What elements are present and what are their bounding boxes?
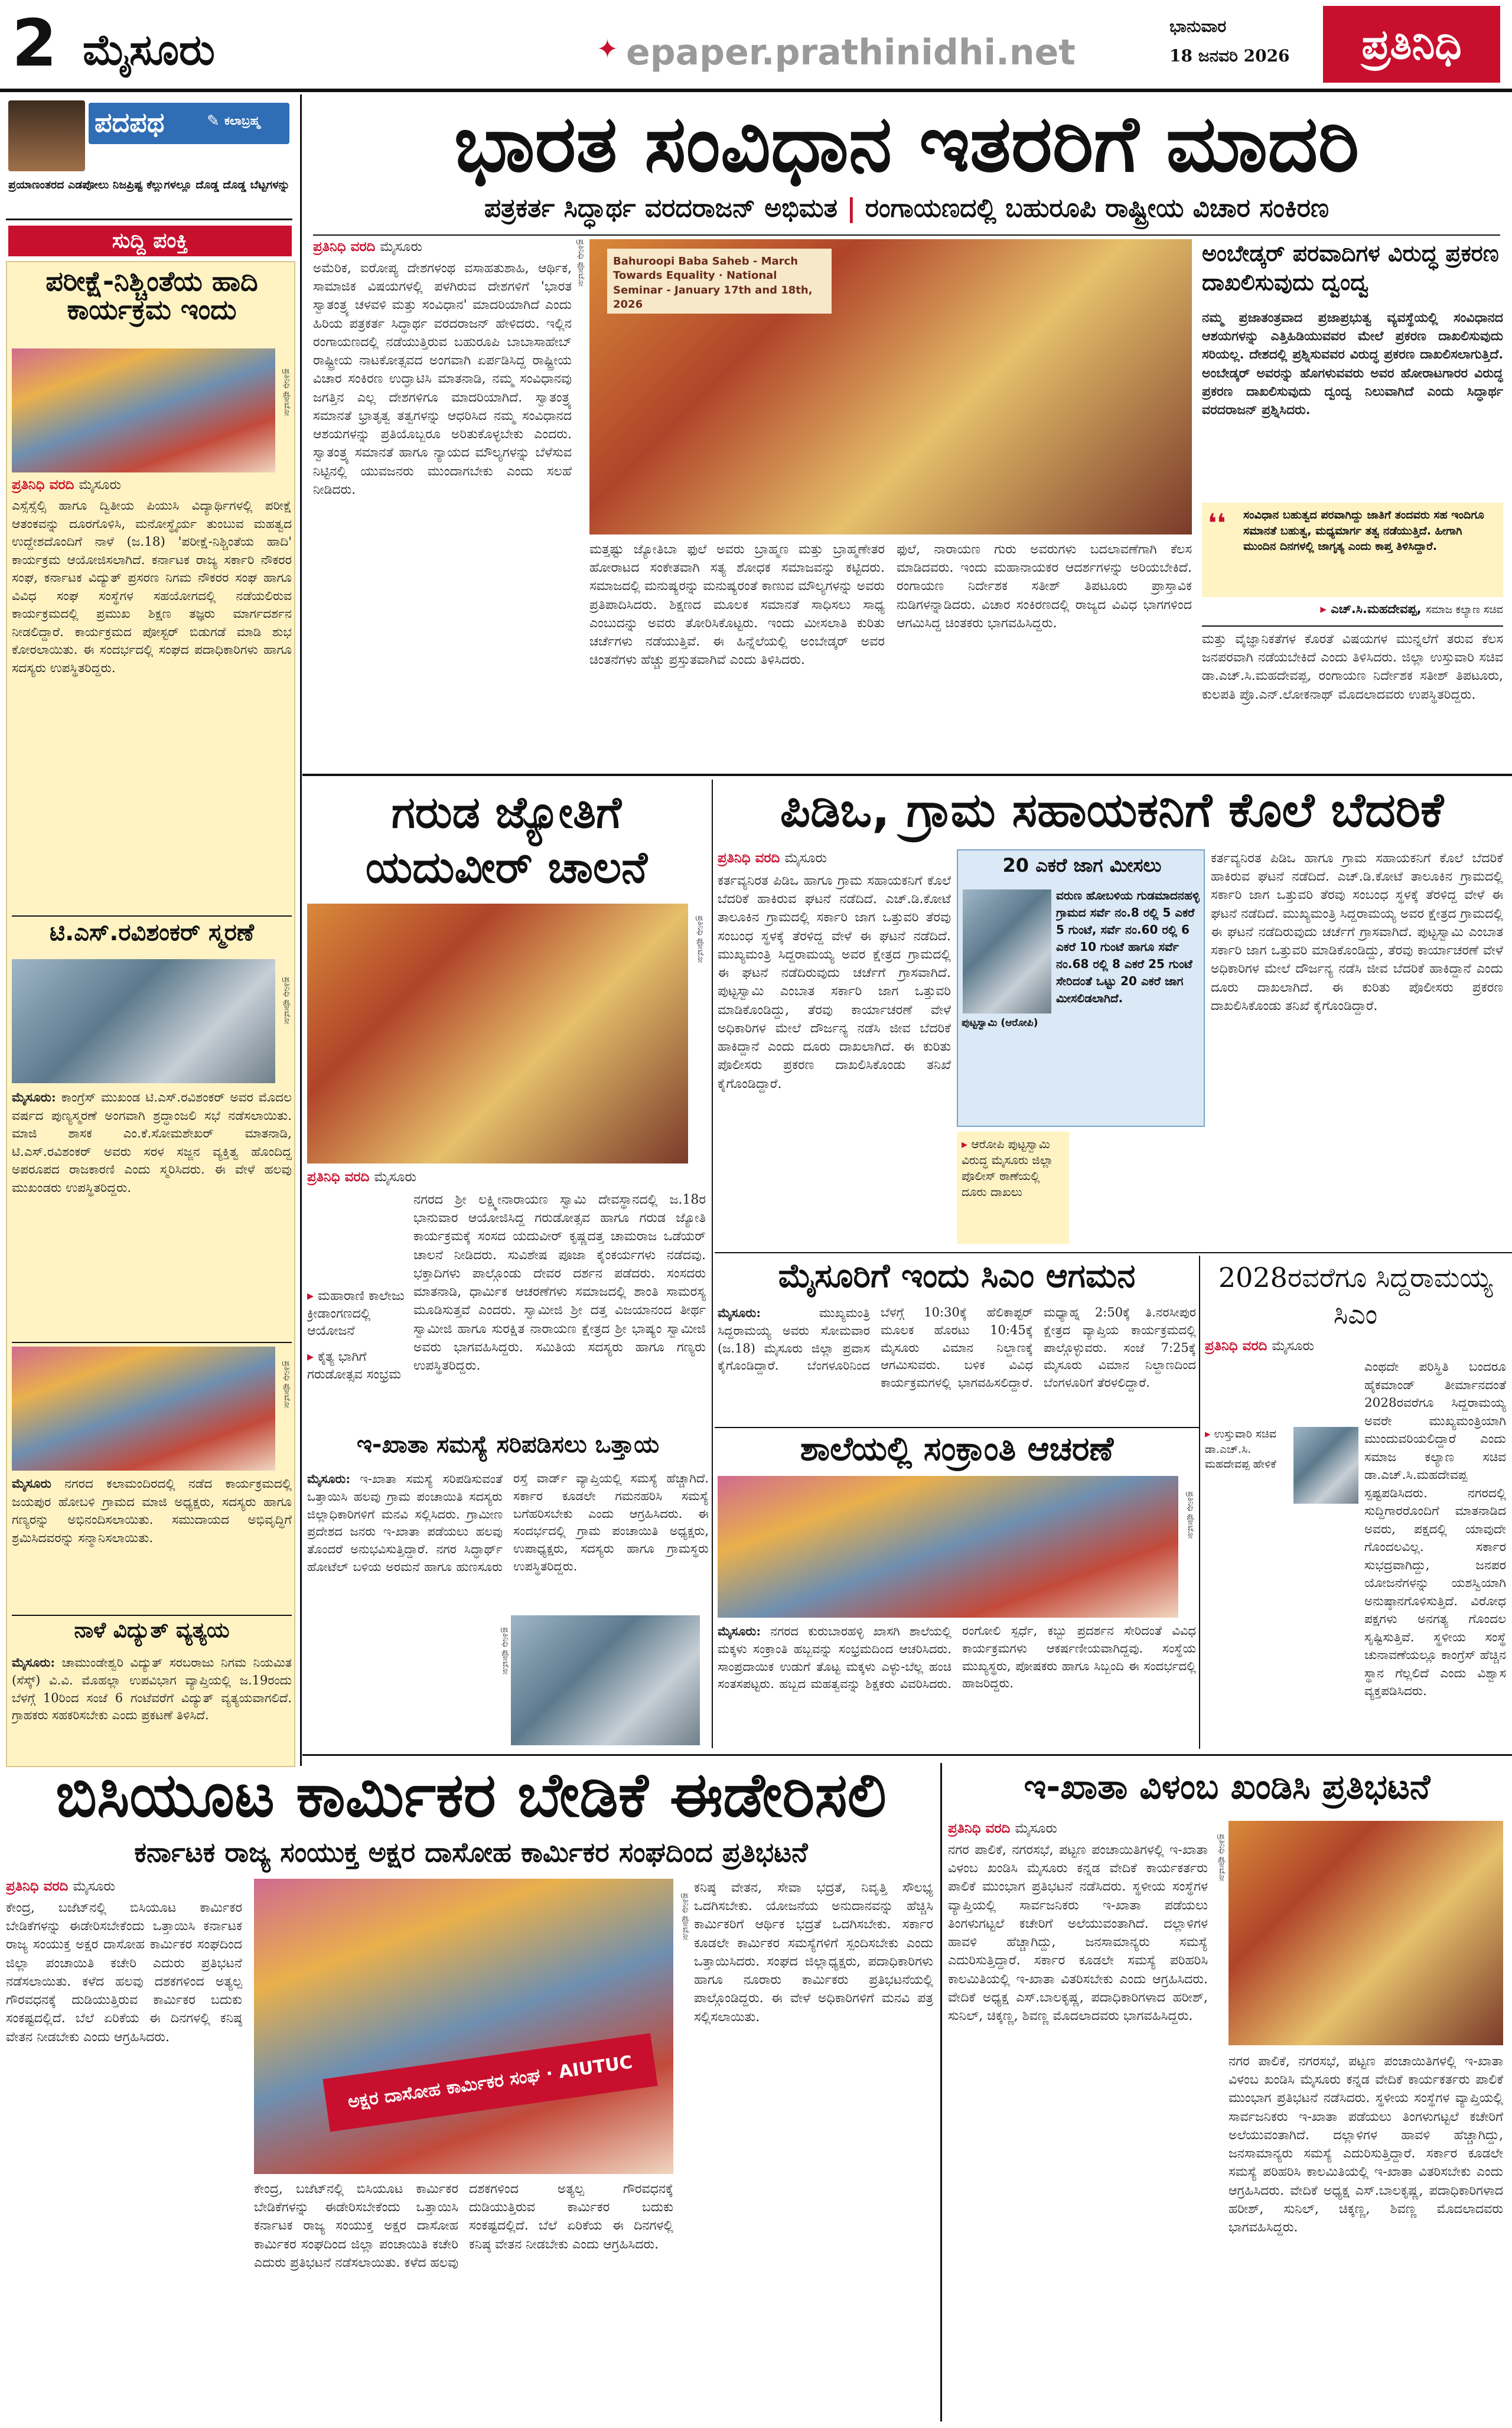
protest-banner: ಅಕ್ಷರ ದಾಸೋಹ ಕಾರ್ಮಿಕರ ಸಂಘ · AIUTUC <box>322 2033 657 2132</box>
brief1-title: ಪರೀಕ್ಷೆ-ನಿಶ್ಚಿಂತೆಯ ಹಾದಿ ಕಾರ್ಯಕ್ರಮ ಇಂದು <box>45 267 258 326</box>
sidebar-attribution: ▸ ಎಚ್.ಸಿ.ಮಹದೇವಪ್ಪ, ಸಮಾಜ ಕಲ್ಯಾಣ ಸಚಿವ <box>1320 602 1503 616</box>
sidebar-quote-box <box>1202 503 1503 597</box>
bisiyuta-story <box>6 1763 936 2424</box>
ekhata-story <box>307 1432 709 1751</box>
brief2-body: ಕಾಂಗ್ರೆಸ್ ಮುಖಂಡ ಟಿ.ಎಸ್.ರವಿಶಂಕರ್ ಅವರ ಮೊದಲ ವರ್ಷದ ಪುಣ್ಯಸ್ಮರಣೆ ಅಂಗವಾಗಿ ಶ್ರದ್ಧಾಂಜಲಿ ಸಭೆ ನಡೆಸಲಾಯಿತು. ಮಾಜಿ ಶಾಸಕ ಎಂ.ಕೆ.ಸೋಮಶೇಖರ್ ಮಾತನಾಡಿ, ಟಿ.ಎಸ್.ರವಿಶಂಕರ್ ಅವರು ಸರಳ ಸಜ್ಜನ ವ್ಯಕ್ತಿತ್ವ ಹೊಂದಿದ್ದ ಅಪರೂಪದ ರಾಜಕಾರಣಿ ಎಂದು ಸ್ಮರಿಸಿದರು. ಈ ವೇಳೆ ಹಲವು ಮುಖಂಡರು ಉಪಸ್ಥಿತರಿದ್ದರು. <box>12 1090 292 1195</box>
byline-place: ಮೈಸೂರು <box>1015 1821 1057 1836</box>
seminar-banner: Bahuroopi Baba Saheb - March Towards Equality · National Seminar - January 17th and 18th, 2026 <box>607 249 832 314</box>
photo-credit: ಪ್ರತಿನಿಧಿ ಫೋಟೋ <box>282 977 292 1025</box>
bisiyuta-text-3: ಕೇಂದ್ರ, ಬಜೆಟ್‌ನಲ್ಲಿ ಬಿಸಿಯೂಟ ಕಾರ್ಮಿಕರ ಬೇಡಿಕೆಗಳನ್ನು ಈಡೇರಿಸಬೇಕೆಂದು ಒತ್ತಾಯಿಸಿ ಕರ್ನಾಟಕ ರಾಜ್ಯ ಸಂಯುಕ್ತ ಅಕ್ಷರ ದಾಸೋಹ ಕಾರ್ಮಿಕರ ಸಂಘದಿಂದ ಜಿಲ್ಲಾ ಪಂಚಾಯಿತಿ ಕಚೇರಿ ಎದುರು ಪ್ರತಿಭಟನೆ ನಡೆಸಲಾಯಿತು. ಕಳೆದ ಹಲವು ದಶಕಗಳಿಂದ ಅತ್ಯಲ್ಪ ಗೌರವಧನಕ್ಕೆ ದುಡಿಯುತ್ತಿರುವ ಕಾರ್ಮಿಕರ ಬದುಕು ಸಂಕಷ್ಟದಲ್ಲಿದೆ. ಬೆಲೆ ಏರಿಕೆಯ ಈ ದಿನಗಳಲ್ಲಿ ಕನಿಷ್ಠ ವೇತನ ನೀಡಬೇಕು ಎಂದು ಆಗ್ರಹಿಸಿದರು. <box>254 2182 673 2270</box>
divider <box>1202 625 1503 627</box>
photo-credit: ಪ್ರತಿನಿಧಿ ಫೋಟೋ <box>576 239 586 287</box>
lead-deck-left: ಪತ್ರಕರ್ತ ಸಿದ್ಧಾರ್ಥ ವರದರಾಜನ್ ಅಭಿಮತ <box>484 193 838 223</box>
byline-name: ಪ್ರತಿನಿಧಿ ವರದಿ <box>6 1879 69 1894</box>
lead-deck <box>313 193 1500 232</box>
drop-icon: ❛❛ <box>1208 509 1226 538</box>
ekhata-protest-byline <box>948 1821 1208 1840</box>
column-author: ಕಲಾಬ್ರಹ್ಮ <box>224 113 260 128</box>
sankranti-headline: ಶಾಲೆಯಲ್ಲಿ ಸಂಕ್ರಾಂತಿ ಆಚರಣೆ <box>800 1432 1114 1468</box>
photo-credit: ಪ್ರತಿನಿಧಿ ಫೋಟೋ <box>282 369 292 416</box>
column-title-bar <box>89 103 289 144</box>
sidebar-text: ನಮ್ಮ ಪ್ರಜಾತಂತ್ರವಾದ ಪ್ರಜಾಪ್ರಭುತ್ವ ವ್ಯವಸ್ಥೆಯಲ್ಲಿ ಸಂವಿಧಾನದ ಆಶಯಗಳನ್ನು ಎತ್ತಿಹಿಡಿಯುವವರ ಮೇಲೆ ಪ್ರಕರಣ ದಾಖಲಿಸುವುದು ಸರಿಯಲ್ಲ. ದೇಶದಲ್ಲಿ ಪ್ರಶ್ನಿಸುವವರ ವಿರುದ್ಧ ಪ್ರಕರಣ ದಾಖಲಿಸಲಾಗುತ್ತಿದೆ. ಅಂಬೇಡ್ಕರ್ ಅವರನ್ನು ಹೊಗಳುವವರು ಅವರ ಹೋರಾಟಗಾರರ ವಿರುದ್ಧ ಪ್ರಕರಣ ದಾಖಲಿಸುವುದು ದ್ವಂದ್ವ ನಿಲುವಾಗಿದೆ ಎಂದು ಸಿದ್ಧಾರ್ಥ ವರದರಾಜನ್ ಪ್ರಶ್ನಿಸಿದರು. <box>1202 310 1503 418</box>
accused-photo <box>963 889 1051 1013</box>
section-divider <box>302 1754 1512 1756</box>
ekhata-text <box>307 1470 709 1748</box>
photo-credit: ಪ್ರತಿನಿಧಿ ಫೋಟೋ <box>696 915 705 963</box>
cm-visit-body: ಮುಖ್ಯಮಂತ್ರಿ ಸಿದ್ದರಾಮಯ್ಯ ಅವರು ಸೋಮವಾರ (ಜ.18) ಮೈಸೂರು ಜಿಲ್ಲಾ ಪ್ರವಾಸ ಕೈಗೊಂಡಿದ್ದಾರೆ. ಬೆಂಗಳೂರಿನಿಂದ ಬೆಳಗ್ಗೆ 10:30ಕ್ಕೆ ಹೆಲಿಕಾಪ್ಟರ್ ಮೂಲಕ ಹೊರಟು 10:45ಕ್ಕೆ ಮೈಸೂರು ವಿಮಾನ ನಿಲ್ದಾಣಕ್ಕೆ ಆಗಮಿಸುವರು. ಬಳಿಕ ವಿವಿಧ ಕಾರ್ಯಕ್ರಮಗಳಲ್ಲಿ ಭಾಗವಹಿಸಲಿದ್ದಾರೆ. ಮಧ್ಯಾಹ್ನ 2:50ಕ್ಕೆ ತಿ.ನರಸೀಪುರ ಕ್ಷೇತ್ರದ ವ್ಯಾಪ್ತಿಯ ಕಾರ್ಯಕ್ರಮದಲ್ಲಿ ಪಾಲ್ಗೊಳ್ಳುವರು. ಸಂಜೆ 7:25ಕ್ಕೆ ಮೈಸೂರು ವಿಮಾನ ನಿಲ್ದಾಣದಿಂದ ಬೆಂಗಳೂರಿಗೆ ತೆರಳಲಿದ್ದಾರೆ. <box>718 1305 1196 1390</box>
section-divider <box>715 1252 1512 1253</box>
brief4-text <box>12 1654 292 1765</box>
cm2028-headline: 2028ರವರೆಗೂ ಸಿದ್ದರಾಮಯ್ಯ ಸಿಎಂ <box>1218 1262 1493 1331</box>
bisiyuta-byline <box>6 1879 242 1898</box>
divider <box>12 1342 292 1343</box>
byline-place: ಮೈಸೂರು <box>374 1169 416 1185</box>
arrow-icon: ▸ <box>1205 1428 1214 1440</box>
left-column <box>0 94 298 1772</box>
bullet-item <box>962 1136 1064 1200</box>
sankranti-text <box>718 1622 1196 1749</box>
pull-label: ಉಸ್ತುವಾರಿ ಸಚಿವ ಡಾ.ಎಚ್.ಸಿ. ಮಹದೇವಪ್ಪ ಹೇಳಿಕೆ <box>1205 1428 1276 1471</box>
brief2-title: ಟಿ.ಎಸ್.ರವಿಶಂಕರ್ ಸ್ಮರಣೆ <box>50 920 254 946</box>
divider <box>313 234 1500 236</box>
arrow-icon: ▸ <box>1320 602 1327 616</box>
byline-name: ಪ್ರತಿನಿಧಿ ವರದಿ <box>718 850 780 866</box>
byline-place: ಮೈಸೂರು <box>784 850 827 866</box>
column-divider <box>1199 1256 1200 1749</box>
columnist-photo <box>8 100 85 171</box>
pdo-bullets <box>957 1132 1069 1244</box>
column-divider <box>300 94 302 1766</box>
brief1-byline <box>12 477 292 496</box>
byline-name: ಪ್ರತಿನಿಧಿ ವರದಿ <box>948 1821 1011 1836</box>
sidebar-tail: ಮತ್ತು ವೈಜ್ಞಾನಿಕತೆಗಳ ಕೊರತೆ ವಿಷಯಗಳ ಮುನ್ನಲೆಗೆ ತರುವ ಕೆಲಸ ಜನಪರವಾಗಿ ನಡೆಯಬೇಕಿದೆ ಎಂದು ತಿಳಿಸಿದರು. ಜಿಲ್ಲಾ ಉಸ್ತುವಾರಿ ಸಚಿವ ಡಾ.ಎಚ್.ಸಿ.ಮಹದೇವಪ್ಪ, ರಂಗಾಯಣ ನಿರ್ದೇಶಕ ಸತೀಶ್ ತಿಪಟೂರು, ಕುಲಪತಿ ಪ್ರೊ.ಎನ್.ಲೋಕನಾಥ್ ಮೊದಲಾದವರು ಉಪಸ್ಥಿತರಿದ್ದರು. <box>1202 632 1503 702</box>
ekhata-protest-text-cont: ನಗರ ಪಾಲಿಕೆ, ನಗರಸಭೆ, ಪಟ್ಟಣ ಪಂಚಾಯಿತಿಗಳಲ್ಲಿ ಇ-ಖಾತಾ ವಿಳಂಬ ಖಂಡಿಸಿ ಮೈಸೂರು ಕನ್ನಡ ವೇದಿಕೆ ಕಾರ್ಯಕರ್ತರು ಪಾಲಿಕೆ ಮುಂಭಾಗ ಪ್ರತಿಭಟನೆ ನಡೆಸಿದರು. ಸ್ಥಳೀಯ ಸಂಸ್ಥೆಗಳ ವ್ಯಾಪ್ತಿಯಲ್ಲಿ ಸಾರ್ವಜನಿಕರು ಇ-ಖಾತಾ ಪಡೆಯಲು ತಿಂಗಳುಗಟ್ಟಲೆ ಕಚೇರಿಗೆ ಅಲೆಯುವಂತಾಗಿದೆ. ದಲ್ಲಾಳಿಗಳ ಹಾವಳಿ ಹೆಚ್ಚಾಗಿದ್ದು, ಜನಸಾಮಾನ್ಯರು ಸಮಸ್ಯೆ ಎದುರಿಸುತ್ತಿದ್ದಾರೆ. ಸರ್ಕಾರ ಕೂಡಲೇ ಸಮಸ್ಯೆ ಪರಿಹರಿಸಿ ಕಾಲಮಿತಿಯಲ್ಲಿ ಇ-ಖಾತಾ ವಿತರಿಸಬೇಕು ಎಂದು ಆಗ್ರಹಿಸಿದರು. ವೇದಿಕೆ ಅಧ್ಯಕ್ಷ ಎಸ್.ಬಾಲಕೃಷ್ಣ, ಪದಾಧಿಕಾರಿಗಳಾದ ಹರೀಶ್, ಸುನಿಲ್, ಚಿಕ್ಕಣ್ಣ, ಶಿವಣ್ಣ ಮೊದಲಾದವರು ಭಾಗವಹಿಸಿದ್ದರು. <box>1228 2054 1503 2235</box>
ekhata-body: ಇ-ಖಾತಾ ಸಮಸ್ಯೆ ಸರಿಪಡಿಸುವಂತೆ ಒತ್ತಾಯಿಸಿ ಹಲವು ಗ್ರಾಮ ಪಂಚಾಯಿತಿ ಸದಸ್ಯರು ಜಿಲ್ಲಾಧಿಕಾರಿಗಳಿಗೆ ಮನವಿ ಸಲ್ಲಿಸಿದರು. ಗ್ರಾಮೀಣ ಪ್ರದೇಶದ ಜನರು ಇ-ಖಾತಾ ಪಡೆಯಲು ಹಲವು ತೊಂದರೆ ಅನುಭವಿಸುತ್ತಿದ್ದಾರೆ. ನಗರ ಸಿದ್ಧಾರ್ಥ್ ಹೋಟೆಲ್ ಬಳಿಯ ಅರಮನೆ ಹಾಗೂ ಹುಣಸೂರು ರಸ್ತೆ ವಾರ್ಡ್ ವ್ಯಾಪ್ತಿಯಲ್ಲಿ ಸಮಸ್ಯೆ ಹೆಚ್ಚಾಗಿದೆ. ಸರ್ಕಾರ ಕೂಡಲೇ ಗಮನಹರಿಸಿ ಸಮಸ್ಯೆ ಬಗೆಹರಿಸಬೇಕು ಎಂದು ಆಗ್ರಹಿಸಿದರು. ಈ ಸಂದರ್ಭದಲ್ಲಿ ಗ್ರಾಮ ಪಂಚಾಯಿತಿ ಅಧ್ಯಕ್ಷರು, ಉಪಾಧ್ಯಕ್ಷರು, ಸದಸ್ಯರು ಹಾಗೂ ಗ್ರಾಮಸ್ಥರು ಉಪಸ್ಥಿತರಿದ್ದರು. <box>307 1471 709 1575</box>
attribution-name: ಎಚ್.ಸಿ.ಮಹದೇವಪ್ಪ <box>1331 602 1417 616</box>
ekhata-protest-text: ನಗರ ಪಾಲಿಕೆ, ನಗರಸಭೆ, ಪಟ್ಟಣ ಪಂಚಾಯಿತಿಗಳಲ್ಲಿ ಇ-ಖಾತಾ ವಿಳಂಬ ಖಂಡಿಸಿ ಮೈಸೂರು ಕನ್ನಡ ವೇದಿಕೆ ಕಾರ್ಯಕರ್ತರು ಪಾಲಿಕೆ ಮುಂಭಾಗ ಪ್ರತಿಭಟನೆ ನಡೆಸಿದರು. ಸ್ಥಳೀಯ ಸಂಸ್ಥೆಗಳ ವ್ಯಾಪ್ತಿಯಲ್ಲಿ ಸಾರ್ವಜನಿಕರು ಇ-ಖಾತಾ ಪಡೆಯಲು ತಿಂಗಳುಗಟ್ಟಲೆ ಕಚೇರಿಗೆ ಅಲೆಯುವಂತಾಗಿದೆ. ದಲ್ಲಾಳಿಗಳ ಹಾವಳಿ ಹೆಚ್ಚಾಗಿದ್ದು, ಜನಸಾಮಾನ್ಯರು ಸಮಸ್ಯೆ ಎದುರಿಸುತ್ತಿದ್ದಾರೆ. ಸರ್ಕಾರ ಕೂಡಲೇ ಸಮಸ್ಯೆ ಪರಿಹರಿಸಿ ಕಾಲಮಿತಿಯಲ್ಲಿ ಇ-ಖಾತಾ ವಿತರಿಸಬೇಕು ಎಂದು ಆಗ್ರಹಿಸಿದರು. ವೇದಿಕೆ ಅಧ್ಯಕ್ಷ ಎಸ್.ಬಾಲಕೃಷ್ಣ, ಪದಾಧಿಕಾರಿಗಳಾದ ಹರೀಶ್, ಸುನಿಲ್, ಚಿಕ್ಕಣ್ಣ, ಶಿವಣ್ಣ ಮೊದಲಾದವರು ಭಾಗವಹಿಸಿದ್ದರು. <box>948 1843 1208 2024</box>
brief3-photo <box>12 1347 275 1471</box>
bullet-text: ಆರೋಪಿ ಪುಟ್ಟಸ್ವಾಮಿ ವಿರುದ್ಧ ಮೈಸೂರು ಜಿಲ್ಲಾ ಪೊಲೀಸ್ ಠಾಣೆಯಲ್ಲಿ ದೂರು ದಾಖಲು <box>962 1137 1054 1199</box>
photo-credit: ಪ್ರತಿನಿಧಿ ಫೋಟೋ <box>1217 1834 1227 1882</box>
cm-visit-place: ಮೈಸೂರು: <box>718 1305 761 1320</box>
divider <box>6 219 292 220</box>
garuda-headline: ಗರುಡ ಜ್ಯೋತಿಗೆ ಯದುವೀರ್ ಚಾಲನೆ <box>365 787 648 893</box>
ekhata-protest-story <box>948 1763 1506 2424</box>
photo-credit: ಪ್ರತಿನಿಧಿ ಫೋಟೋ <box>282 1361 292 1409</box>
column-quote: ಪ್ರಯಾಣಂತರದ ಎಡಪೋಲು ನಿಜಪ್ರಿಷ್ಟ ಕೆಲ್ಲುಗಳಲ್ಲೂ ದೊಡ್ಡ ದೊಡ್ಡ ಬೆಟ್ಟಗಳನ್ನು <box>8 178 290 191</box>
ekhata-protest-headline: ಇ-ಖಾತಾ ವಿಳಂಬ ಖಂಡಿಸಿ ಪ್ರತಿಭಟನೆ <box>1024 1769 1430 1807</box>
masthead <box>0 0 1512 94</box>
sankranti-body: ನಗರದ ಕುರುಬಾರಹಳ್ಳಿ ಖಾಸಗಿ ಶಾಲೆಯಲ್ಲಿ ಮಕ್ಕಳು ಸಂಕ್ರಾಂತಿ ಹಬ್ಬವನ್ನು ಸಂಭ್ರಮದಿಂದ ಆಚರಿಸಿದರು. ಸಾಂಪ್ರದಾಯಿಕ ಉಡುಗೆ ತೊಟ್ಟ ಮಕ್ಕಳು ಎಳ್ಳು-ಬೆಲ್ಲ ಹಂಚಿ ಸಂತಸಪಟ್ಟರು. ಹಬ್ಬದ ಮಹತ್ವವನ್ನು ಶಿಕ್ಷಕರು ವಿವರಿಸಿದರು. ರಂಗೋಲಿ ಸ್ಪರ್ಧೆ, ಕಬ್ಬು ಪ್ರದರ್ಶನ ಸೇರಿದಂತೆ ವಿವಿಧ ಕಾರ್ಯಕ್ರಮಗಳು ಆಕರ್ಷಣೀಯವಾಗಿದ್ದವು. ಸಂಸ್ಥೆಯ ಮುಖ್ಯಸ್ಥರು, ಪೋಷಕರು ಹಾಗೂ ಸಿಬ್ಬಂದಿ ಈ ಸಂದರ್ಭದಲ್ಲಿ ಹಾಜರಿದ್ದರು. <box>718 1624 1196 1692</box>
brief3-text <box>12 1475 292 1611</box>
divider <box>12 1615 292 1616</box>
brief4-title: ನಾಳೆ ವಿದ್ಯುತ್ ವ್ಯತ್ಯಯ <box>74 1619 230 1642</box>
sankranti-photo <box>718 1476 1178 1618</box>
garuda-text: ನಗರದ ಶ್ರೀ ಲಕ್ಷ್ಮೀನಾರಾಯಣ ಸ್ವಾಮಿ ದೇವಸ್ಥಾನದಲ್ಲಿ ಜ.18ರ ಭಾನುವಾರ ಆಯೋಜಿಸಿದ್ದ ಗರುಡೋತ್ಸವ ಹಾಗೂ ಗರುಡ ಜ್ಯೋತಿ ಕಾರ್ಯಕ್ರಮಕ್ಕೆ ಸಂಸದ ಯದುವೀರ್ ಕೃಷ್ಣದತ್ತ ಚಾಮರಾಜ ಒಡೆಯರ್ ಚಾಲನೆ ನೀಡಿದರು. ಸುವಿಶೇಷ ಪೂಜಾ ಕೈಂಕರ್ಯಗಳು ನಡೆದವು. ಭಕ್ತಾದಿಗಳು ಪಾಲ್ಗೊಂಡು ದೇವರ ದರ್ಶನ ಪಡೆದರು. ಸಂಸದರು ಮಾತನಾಡಿ, ಧಾರ್ಮಿಕ ಆಚರಣೆಗಳು ಸಮಾಜದಲ್ಲಿ ಶಾಂತಿ ಸಾಮರಸ್ಯ ಮೂಡಿಸುತ್ತವೆ ಎಂದರು. ಸ್ವಾಮೀಜಿ ಶ್ರೀ ದತ್ತ ವಿಜಯಾನಂದ ತೀರ್ಥ ಸ್ವಾಮೀಜಿ ಹಾಗೂ ಸುರಕ್ಷಿತ ನಾರಾಯಣ ಕ್ಷೇತ್ರದ ಶ್ರೀ ಭಾಷ್ಯಂ ಸ್ವಾಮೀಜಿ ಅವರು ಭಾಗವಹಿಸಿದ್ದರು. ಸಮಿತಿಯ ಸದಸ್ಯರು ಹಾಗೂ ಗಣ್ಯರು ಉಪಸ್ಥಿತರಿದ್ದರು. <box>413 1192 706 1374</box>
issue-date: 18 ಜನವರಿ 2026 <box>1169 46 1290 66</box>
column-title: ಪದಪಥ <box>94 106 165 138</box>
photo-credit: ಪ್ರತಿನಿಧಿ ಫೋಟೋ <box>681 1893 690 1941</box>
brief4-place: ಮೈಸೂರು: <box>12 1655 56 1670</box>
sankranti-story <box>718 1432 1196 1751</box>
lead-byline <box>313 239 567 258</box>
ekhata-place: ಮೈಸೂರು: <box>307 1471 351 1486</box>
brief1-text: ಎಸ್ಸೆಸ್ಸೆಲ್ಸಿ ಹಾಗೂ ದ್ವಿತೀಯ ಪಿಯುಸಿ ವಿದ್ಯಾರ್ಥಿಗಳಲ್ಲಿ ಪರೀಕ್ಷೆ ಆತಂಕವನ್ನು ದೂರಗೊಳಿಸಿ, ಮನೋಸ್ಥೈರ್ಯ ತುಂಬುವ ಮಹತ್ವದ ಉದ್ದೇಶದೊಂದಿಗೆ ನಾಳೆ (ಜ.18) 'ಪರೀಕ್ಷೆ-ನಿಶ್ಚಿಂತೆಯ ಹಾದಿ' ಕಾರ್ಯಕ್ರಮ ಆಯೋಜಿಸಲಾಗಿದೆ. ಕರ್ನಾಟಕ ರಾಜ್ಯ ಸರ್ಕಾರಿ ನೌಕರರ ಸಂಘ, ಕರ್ನಾಟಕ ವಿದ್ಯುತ್ ಪ್ರಸರಣ ನಿಗಮ ನೌಕರರ ಸಂಘ ಹಾಗೂ ವಿವಿಧ ಸಂಘ ಸಂಸ್ಥೆಗಳ ಸಹಯೋಗದಲ್ಲಿ ನಡೆಯಲಿರುವ ಕಾರ್ಯಕ್ರಮದಲ್ಲಿ ಪ್ರಮುಖ ಶಿಕ್ಷಣ ತಜ್ಞರು ಮಾರ್ಗದರ್ಶನ ನೀಡಲಿದ್ದಾರೆ. ಕಾರ್ಯಕ್ರಮದ ಪೋಸ್ಟರ್ ಬಿಡುಗಡೆ ಮಾಡಿ ಶುಭ ಕೋರಲಾಯಿತು. ಈ ಸಂದರ್ಭದಲ್ಲಿ ಸಂಘದ ಪದಾಧಿಕಾರಿಗಳು ಹಾಗೂ ಸದಸ್ಯರು ಉಪಸ್ಥಿತರಿದ್ದರು. <box>12 498 292 676</box>
cm-visit-story <box>718 1256 1196 1424</box>
bisiyuta-deck: ಕರ್ನಾಟಕ ರಾಜ್ಯ ಸಂಯುಕ್ತ ಅಕ್ಷರ ದಾಸೋಹ ಕಾರ್ಮಿಕರ ಸಂಘದಿಂದ ಪ್ರತಿಭಟನೆ <box>134 1836 808 1868</box>
pdo-text: ಕರ್ತವ್ಯನಿರತ ಪಿಡಿಒ ಹಾಗೂ ಗ್ರಾಮ ಸಹಾಯಕನಿಗೆ ಕೊಲೆ ಬೆದರಿಕೆ ಹಾಕಿರುವ ಘಟನೆ ನಡೆದಿದೆ. ಎಚ್.ಡಿ.ಕೋಟೆ ತಾಲೂಕಿನ ಗ್ರಾಮದಲ್ಲಿ ಸರ್ಕಾರಿ ಜಾಗ ಒತ್ತುವರಿ ತೆರವು ಸಂಬಂಧ ಸ್ಥಳಕ್ಕೆ ತೆರಳಿದ್ದ ವೇಳೆ ಈ ಘಟನೆ ನಡೆದಿದೆ. ಮುಖ್ಯಮಂತ್ರಿ ಸಿದ್ದರಾಮಯ್ಯ ಅವರ ಕ್ಷೇತ್ರದ ಗ್ರಾಮದಲ್ಲಿ ಈ ಘಟನೆ ನಡೆದಿರುವುದು ಚರ್ಚೆಗೆ ಗ್ರಾಸವಾಗಿದೆ. ಪುಟ್ಟಸ್ವಾಮಿ ಎಂಬಾತ ಸರ್ಕಾರಿ ಜಾಗ ಒತ್ತುವರಿ ಮಾಡಿಕೊಂಡಿದ್ದು, ತೆರವು ಕಾರ್ಯಾಚರಣೆ ವೇಳೆ ಅಧಿಕಾರಿಗಳ ಮೇಲೆ ದೌರ್ಜನ್ಯ ನಡೆಸಿ ಜೀವ ಬೆದರಿಕೆ ಹಾಕಿದ್ದಾನೆ ಎಂದು ದೂರು ದಾಖಲಾಗಿದೆ. ಈ ಕುರಿತು ಪೊಲೀಸರು ಪ್ರಕರಣ ದಾಖಲಿಸಿಕೊಂಡು ತನಿಖೆ ಕೈಗೊಂಡಿದ್ದಾರೆ. <box>718 874 951 1091</box>
bullet-icon: ▸ <box>307 1289 318 1303</box>
byline-name: ಪ್ರತಿನಿಧಿ ವರದಿ <box>12 477 74 493</box>
cm-visit-headline: ಮೈಸೂರಿಗೆ ಇಂದು ಸಿಎಂ ಆಗಮನ <box>778 1259 1136 1295</box>
lead-story <box>307 97 1506 771</box>
pdo-box <box>957 849 1205 1127</box>
lead-photo <box>589 239 1192 535</box>
lead-deck-right: ರಂಗಾಯಣದಲ್ಲಿ ಬಹುರೂಪಿ ರಾಷ್ಟ್ರೀಯ ವಿಚಾರ ಸಂಕಿರಣ <box>865 193 1329 223</box>
brief2-place: ಮೈಸೂರು: <box>12 1090 56 1105</box>
cm-visit-text <box>718 1304 1196 1422</box>
attribution-role: ಸಮಾಜ ಕಲ್ಯಾಣ ಸಚಿವ <box>1425 604 1503 616</box>
byline-place: ಮೈಸೂರು <box>73 1879 115 1894</box>
brief1-photo <box>12 348 275 472</box>
star-icon: ✦ <box>597 34 618 64</box>
sidebar-quote: ಸಂವಿಧಾನ ಬಹುತ್ವದ ಪರವಾಗಿದ್ದು ಜಾತಿಗೆ ತಂದವರು ಸಹ ಇಂದಿಗೂ ಸಮಾನತೆ ಬಹುತ್ವ, ಮಧ್ಯಮಾರ್ಗ ತತ್ವ ನಡೆಯುತ್ತಿದೆ. ಹೀಗಾಗಿ ಮುಂದಿನ ದಿನಗಳಲ್ಲಿ ಜಾಗೃತ್ಯ ಎಂದು ಕಾಪ್ತ ತಿಳಿಸಿದ್ದಾರೆ. <box>1243 509 1484 553</box>
site-url[interactable]: epaper.prathinidhi.net <box>626 32 1076 73</box>
pdo-byline <box>718 850 954 869</box>
column-divider <box>940 1763 942 2422</box>
lead-text-1: ಅಮೆರಿಕ, ಐರೋಪ್ಯ ದೇಶಗಳಂಥ ವಸಾಹತುಶಾಹಿ, ಆರ್ಥಿಕ, ಸಾಮಾಜಿಕ ವಿಷಯಗಳಲ್ಲಿ ಪಳಗಿರುವ ದೇಶಗಳಿಗೆ 'ಭಾರತ ಸ್ವಾತಂತ್ರ್ಯ ಚಳವಳಿ ಮತ್ತು ಸಂವಿಧಾನ' ಮಾದರಿಯಾಗಿದೆ ಎಂದು ಹಿರಿಯ ಪತ್ರಕರ್ತ ಸಿದ್ಧಾರ್ಥ ವರದರಾಜನ್ ಹೇಳಿದರು. ಇಲ್ಲಿನ ರಂಗಾಯಣದಲ್ಲಿ ನಡೆಯುತ್ತಿರುವ ಬಹುರೂಪಿ ಬಾಬಾಸಾಹೇಬ್ ರಾಷ್ಟ್ರೀಯ ನಾಟಕೋತ್ಸವದ ಅಂಗವಾಗಿ ಏರ್ಪಡಿಸಿದ್ದ ರಾಷ್ಟ್ರೀಯ ವಿಚಾರ ಸಂಕಿರಣ ಉದ್ಘಾಟಿಸಿ ಮಾತನಾಡಿ, ನಮ್ಮ ಸಂವಿಧಾನವು ಜಗತ್ತಿನ ಎಲ್ಲ ದೇಶಗಳಿಗೂ ಮಾದರಿಯಾಗಿದೆ. ಸ್ವಾತಂತ್ರ್ಯ ಸಮಾನತೆ ಭ್ರಾತೃತ್ವ ತತ್ವಗಳನ್ನು ಆಧರಿಸಿದ ನಮ್ಮ ಸಂವಿಧಾನದ ಆಶಯಗಳನ್ನು ಪ್ರತಿಯೊಬ್ಬರೂ ಅರಿತುಕೊಳ್ಳಬೇಕು ಎಂದರು. ಸ್ವಾತಂತ್ರ್ಯ ಸಮಾನತೆ ಹಾಗೂ ನ್ಯಾಯದ ಮೌಲ್ಯಗಳನ್ನು ಬೆಳೆಸುವ ನಿಟ್ಟಿನಲ್ಲಿ ಯುವಜನರು ಮುಂದಾಗಬೇಕು ಎಂದು ಸಲಹೆ ನೀಡಿದರು. <box>313 261 572 497</box>
cm2028-text: ಎಂಥದೇ ಪರಿಸ್ಥಿತಿ ಬಂದರೂ ಹೈಕಮಾಂಡ್ ತೀರ್ಮಾನದಂತೆ 2028ರವರೆಗೂ ಸಿದ್ದರಾಮಯ್ಯ ಅವರೇ ಮುಖ್ಯಮಂತ್ರಿಯಾಗಿ ಮುಂದುವರಿಯಲಿದ್ದಾರೆ ಎಂದು ಸಮಾಜ ಕಲ್ಯಾಣ ಸಚಿವ ಡಾ.ಎಚ್.ಸಿ.ಮಹದೇವಪ್ಪ ಸ್ಪಷ್ಟಪಡಿಸಿದರು. ನಗರದಲ್ಲಿ ಸುದ್ದಿಗಾರರೊಂದಿಗೆ ಮಾತನಾಡಿದ ಅವರು, ಪಕ್ಷದಲ್ಲಿ ಯಾವುದೇ ಗೊಂದಲವಿಲ್ಲ. ಸರ್ಕಾರ ಸುಭದ್ರವಾಗಿದ್ದು, ಜನಪರ ಯೋಜನೆಗಳನ್ನು ಯಶಸ್ವಿಯಾಗಿ ಅನುಷ್ಠಾನಗೊಳಿಸುತ್ತಿದೆ. ವಿರೋಧ ಪಕ್ಷಗಳು ಅನಗತ್ಯ ಗೊಂದಲ ಸೃಷ್ಟಿಸುತ್ತಿವೆ. ಸ್ಥಳೀಯ ಸಂಸ್ಥೆ ಚುನಾವಣೆಯಲ್ಲೂ ಕಾಂಗ್ರೆಸ್ ಹೆಚ್ಚಿನ ಸ್ಥಾನ ಗೆಲ್ಲಲಿದೆ ಎಂದು ವಿಶ್ವಾಸ ವ್ಯಕ್ತಪಡಿಸಿದರು. <box>1364 1360 1506 1699</box>
section-divider <box>715 1427 1199 1428</box>
brief2-photo <box>12 959 275 1083</box>
lead-headline: ಭಾರತ ಸಂವಿಧಾನ ಇತರರಿಗೆ ಮಾದರಿ <box>454 103 1360 190</box>
lead-text-3: ಫುಲೆ, ನಾರಾಯಣ ಗುರು ಅವರುಗಳು ಬದಲಾವಣೆಗಾಗಿ ಕೆಲಸ ಮಾಡಿದವರು. ಇಂದು ಮಹಾನಾಯಕರ ಆದರ್ಶಗಳನ್ನು ಅರಿಯಬೇಕಿದೆ. ರಂಗಾಯಣ ನಿರ್ದೇಶಕ ಸತೀಶ್ ತಿಪಟೂರು ಪ್ರಾಸ್ತಾವಿಕ ನುಡಿಗಳನ್ನಾಡಿದರು. ವಿಚಾರ ಸಂಕಿರಣದಲ್ಲಿ ರಾಜ್ಯದ ವಿವಿಧ ಭಾಗಗಳಿಂದ ಆಗಮಿಸಿದ್ದ ಚಿಂತಕರು ಭಾಗವಹಿಸಿದ್ದರು. <box>897 542 1192 631</box>
divider <box>12 915 292 917</box>
pdo-story <box>718 780 1506 1249</box>
brief3-place: ಮೈಸೂರು <box>12 1477 51 1491</box>
box-title: 20 ಎಕರೆ ಜಾಗ ಮೀಸಲು <box>1002 854 1162 876</box>
bisiyuta-headline: ಬಿಸಿಯೂಟ ಕಾರ್ಮಿಕರ ಬೇಡಿಕೆ ಈಡೇರಿಸಲಿ <box>56 1763 887 1831</box>
pdo-text-cont: ಕರ್ತವ್ಯನಿರತ ಪಿಡಿಒ ಹಾಗೂ ಗ್ರಾಮ ಸಹಾಯಕನಿಗೆ ಕೊಲೆ ಬೆದರಿಕೆ ಹಾಕಿರುವ ಘಟನೆ ನಡೆದಿದೆ. ಎಚ್.ಡಿ.ಕೋಟೆ ತಾಲೂಕಿನ ಗ್ರಾಮದಲ್ಲಿ ಸರ್ಕಾರಿ ಜಾಗ ಒತ್ತುವರಿ ತೆರವು ಸಂಬಂಧ ಸ್ಥಳಕ್ಕೆ ತೆರಳಿದ್ದ ವೇಳೆ ಈ ಘಟನೆ ನಡೆದಿದೆ. ಮುಖ್ಯಮಂತ್ರಿ ಸಿದ್ದರಾಮಯ್ಯ ಅವರ ಕ್ಷೇತ್ರದ ಗ್ರಾಮದಲ್ಲಿ ಈ ಘಟನೆ ನಡೆದಿರುವುದು ಚರ್ಚೆಗೆ ಗ್ರಾಸವಾಗಿದೆ. ಪುಟ್ಟಸ್ವಾಮಿ ಎಂಬಾತ ಸರ್ಕಾರಿ ಜಾಗ ಒತ್ತುವರಿ ಮಾಡಿಕೊಂಡಿದ್ದು, ತೆರವು ಕಾರ್ಯಾಚರಣೆ ವೇಳೆ ಅಧಿಕಾರಿಗಳ ಮೇಲೆ ದೌರ್ಜನ್ಯ ನಡೆಸಿ ಜೀವ ಬೆದರಿಕೆ ಹಾಕಿದ್ದಾನೆ ಎಂದು ದೂರು ದಾಖಲಾಗಿದೆ. ಈ ಕುರಿತು ಪೊಲೀಸರು ಪ್ರಕರಣ ದಾಖಲಿಸಿಕೊಂಡು ತನಿಖೆ ಕೈಗೊಂಡಿದ್ದಾರೆ. <box>1211 851 1503 1013</box>
bullet-icon: ▸ <box>962 1137 972 1151</box>
ekhata-headline: ಇ-ಖಾತಾ ಸಮಸ್ಯೆ ಸರಿಪಡಿಸಲು ಒತ್ತಾಯ <box>356 1432 660 1458</box>
masthead-divider <box>0 89 1512 92</box>
lead-text-2: ಮತ್ತಷ್ಟು ಜ್ಯೋತಿಬಾ ಫುಲೆ ಅವರು ಬ್ರಾಹ್ಮಣ ಮತ್ತು ಬ್ರಾಹ್ಮಣೇತರ ಹೋರಾಟದ ಸಂಕೇತವಾಗಿ ಸತ್ಯ ಶೋಧಕ ಸಮಾಜವನ್ನು ಕಟ್ಟಿದರು. ಸಮಾಜದಲ್ಲಿ ಮನುಷ್ಯರನ್ನು ಮನುಷ್ಯರಂತೆ ಕಾಣುವ ಮೌಲ್ಯಗಳನ್ನು ಅವರು ಪ್ರತಿಪಾದಿಸಿದರು. ಶಿಕ್ಷಣದ ಮೂಲಕ ಸಮಾನತೆ ಸಾಧಿಸಲು ಸಾಧ್ಯ ಎಂಬುದನ್ನು ಅವರು ತೋರಿಸಿಕೊಟ್ಟರು. ಇಂದು ಮೀಸಲಾತಿ ಕುರಿತು ಚರ್ಚೆಗಳು ನಡೆಯುತ್ತಿವೆ. ಈ ಹಿನ್ನೆಲೆಯಲ್ಲಿ ಅಂಬೇಡ್ಕರ್ ಅವರ ಚಿಂತನೆಗಳು ಹೆಚ್ಚು ಪ್ರಸ್ತುತವಾಗಿವೆ ಎಂದು ತಿಳಿಸಿದರು. <box>589 542 885 668</box>
lead-sidebar <box>1202 239 1503 768</box>
bullet-text: ಕೈತ್ಯ ಭಾಗಿಗೆ ಗರುಡೋತ್ಸವ ಸಂಭ್ರಮ <box>307 1350 402 1382</box>
sidebar-title: ಅಂಬೇಡ್ಕರ್ ಪರವಾದಿಗಳ ವಿರುದ್ಧ ಪ್ರಕರಣ ದಾಖಲಿಸುವುದು ದ್ವಂದ್ವ <box>1202 240 1499 296</box>
byline-place: ಮೈಸೂರು <box>1272 1338 1314 1354</box>
cm2028-byline <box>1205 1338 1506 1357</box>
briefs-box <box>6 261 295 1767</box>
ekhata-protest-photo <box>1228 1821 1503 2045</box>
paper-logo: ಪ್ರತಿನಿಧಿ <box>1323 6 1500 83</box>
column-divider <box>712 780 713 1748</box>
byline-place: ಮೈಸೂರು <box>380 239 422 255</box>
byline-place: ಮೈಸೂರು <box>79 477 121 493</box>
sankranti-place: ಮೈಸೂರು: <box>718 1624 761 1638</box>
pen-icon: ✎ <box>207 112 220 130</box>
byline-name: ಪ್ರತಿನಿಧಿ ವರದಿ <box>307 1169 370 1185</box>
bisiyuta-text-2: ಕನಿಷ್ಠ ವೇತನ, ಸೇವಾ ಭದ್ರತೆ, ನಿವೃತ್ತಿ ಸೌಲಭ್ಯ ಒದಗಿಸಬೇಕು. ಯೋಜನೆಯ ಅನುದಾನವನ್ನು ಹೆಚ್ಚಿಸಿ ಕಾರ್ಮಿಕರಿಗೆ ಆರ್ಥಿಕ ಭದ್ರತೆ ಒದಗಿಸಬೇಕು. ಸರ್ಕಾರ ಕೂಡಲೇ ಕಾರ್ಮಿಕರ ಸಮಸ್ಯೆಗಳಿಗೆ ಸ್ಪಂದಿಸಬೇಕು ಎಂದು ಒತ್ತಾಯಿಸಿದರು. ಸಂಘದ ಜಿಲ್ಲಾಧ್ಯಕ್ಷರು, ಪದಾಧಿಕಾರಿಗಳು ಹಾಗೂ ನೂರಾರು ಕಾರ್ಮಿಕರು ಪ್ರತಿಭಟನೆಯಲ್ಲಿ ಪಾಲ್ಗೊಂಡಿದ್ದರು. ಈ ವೇಳೆ ಅಧಿಕಾರಿಗಳಿಗೆ ಮನವಿ ಪತ್ರ ಸಲ್ಲಿಸಲಾಯಿತು. <box>694 1881 933 2025</box>
garuda-byline <box>307 1169 706 1188</box>
lead-deck-separator: | <box>846 193 856 223</box>
bisiyuta-photo <box>254 1879 673 2174</box>
photo-credit: ಪ್ರತಿನಿಧಿ ಫೋಟೋ <box>501 1627 510 1675</box>
photo-credit: ಪ್ರತಿನಿಧಿ ಫೋಟೋ <box>1186 1491 1195 1539</box>
bisiyuta-text-1: ಕೇಂದ್ರ, ಬಜೆಟ್‌ನಲ್ಲಿ ಬಿಸಿಯೂಟ ಕಾರ್ಮಿಕರ ಬೇಡಿಕೆಗಳನ್ನು ಈಡೇರಿಸಬೇಕೆಂದು ಒತ್ತಾಯಿಸಿ ಕರ್ನಾಟಕ ರಾಜ್ಯ ಸಂಯುಕ್ತ ಅಕ್ಷರ ದಾಸೋಹ ಕಾರ್ಮಿಕರ ಸಂಘದಿಂದ ಜಿಲ್ಲಾ ಪಂಚಾಯಿತಿ ಕಚೇರಿ ಎದುರು ಪ್ರತಿಭಟನೆ ನಡೆಸಲಾಯಿತು. ಕಳೆದ ಹಲವು ದಶಕಗಳಿಂದ ಅತ್ಯಲ್ಪ ಗೌರವಧನಕ್ಕೆ ದುಡಿಯುತ್ತಿರುವ ಕಾರ್ಮಿಕರ ಬದುಕು ಸಂಕಷ್ಟದಲ್ಲಿದೆ. ಬೆಲೆ ಏರಿಕೆಯ ಈ ದಿನಗಳಲ್ಲಿ ಕನಿಷ್ಠ ವೇತನ ನೀಡಬೇಕು ಎಂದು ಆಗ್ರಹಿಸಿದರು. <box>6 1901 242 2045</box>
cm2028-story <box>1205 1256 1506 1749</box>
section-name: ಮೈಸೂರು <box>83 25 215 74</box>
page-number: 2 <box>12 11 57 81</box>
section-divider <box>302 774 1512 776</box>
brief3-body: ನಗರದ ಕಲಾಮಂದಿರದಲ್ಲಿ ನಡೆದ ಕಾರ್ಯಕ್ರಮದಲ್ಲಿ ಜಯಪುರ ಹೋಬಳಿ ಗ್ರಾಮದ ಮಾಜಿ ಅಧ್ಯಕ್ಷರು, ಸದಸ್ಯರು ಹಾಗೂ ಗಣ್ಯರನ್ನು ಅಭಿನಂದಿಸಲಾಯಿತು. ಸಮುದಾಯದ ಅಭಿವೃದ್ಧಿಗೆ ಶ್ರಮಿಸಿದವರನ್ನು ಸನ್ಮಾನಿಸಲಾಯಿತು. <box>12 1477 292 1546</box>
garuda-photo <box>307 904 688 1164</box>
briefs-label: ಸುದ್ದಿ ಪಂಕ್ತಿ <box>8 226 292 256</box>
byline-name: ಪ್ರತಿನಿಧಿ ವರದಿ <box>313 239 376 255</box>
brief4-body: ಚಾಮುಂಡೇಶ್ವರಿ ವಿದ್ಯುತ್ ಸರಬರಾಜು ನಿಗಮ ನಿಯಮಿತ (ಸೆಸ್ಕ್) ವಿ.ವಿ. ಮೊಹಲ್ಲಾ ಉಪವಿಭಾಗ ವ್ಯಾಪ್ತಿಯಲ್ಲಿ ಜ.19ರಂದು ಬೆಳಗ್ಗೆ 10ರಿಂದ ಸಂಜೆ 6 ಗಂಟೆವರೆಗೆ ವಿದ್ಯುತ್ ವ್ಯತ್ಯಯವಾಗಲಿದೆ. ಗ್ರಾಹಕರು ಸಹಕರಿಸಬೇಕು ಎಂದು ಪ್ರಕಟಣೆ ತಿಳಿಸಿದೆ. <box>12 1655 292 1723</box>
issue-day: ಭಾನುವಾರ <box>1169 17 1227 36</box>
bullet-text: ಮಹಾರಾಣಿ ಕಾಲೇಜು ಕ್ರೀಡಾಂಗಣದಲ್ಲಿ ಆಯೋಜನೆ <box>307 1289 405 1339</box>
byline-name: ಪ್ರತಿನಿಧಿ ವರದಿ <box>1205 1338 1267 1354</box>
photo-caption: ಪುಟ್ಟಸ್ವಾಮಿ (ಆರೋಪಿ) <box>962 1017 1038 1029</box>
bullet-icon: ▸ <box>307 1350 318 1365</box>
pdo-headline: ಪಿಡಿಒ, ಗ್ರಾಮ ಸಹಾಯಕನಿಗೆ ಕೊಲೆ ಬೆದರಿಕೆ <box>780 786 1444 837</box>
brief2-text <box>12 1089 292 1337</box>
box-text: ವರುಣ ಹೋಬಳಿಯ ಗುಡಮಾದನಹಳ್ಳಿ ಗ್ರಾಮದ ಸರ್ವೆ ನಂ.8 ರಲ್ಲಿ 5 ಎಕರೆ 5 ಗುಂಟೆ, ಸರ್ವೆ ನಂ.60 ರಲ್ಲಿ 6 ಎಕರೆ 10 ಗುಂಟೆ ಹಾಗೂ ಸರ್ವೆ ನಂ.68 ರಲ್ಲಿ 8 ಎಕರೆ 25 ಗುಂಟೆ ಸೇರಿದಂತೆ ಒಟ್ಟು 20 ಎಕರೆ ಜಾಗ ಮೀಸಲಿಡಲಾಗಿದೆ. <box>1056 888 1200 1005</box>
